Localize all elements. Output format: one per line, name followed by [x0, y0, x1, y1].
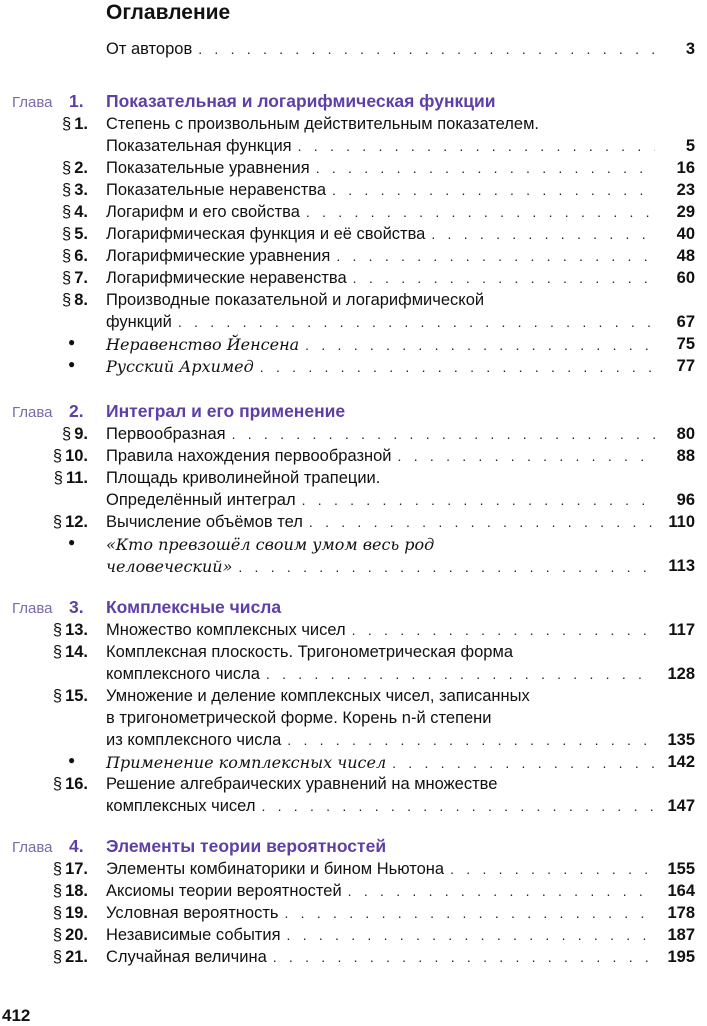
- entry-title: Степень с произвольным действительным показателем.: [106, 115, 540, 133]
- entry-title: Логарифмические уравнения: [106, 247, 331, 265]
- section-number: [53, 860, 88, 879]
- section-number: [53, 882, 88, 901]
- entry-title: Комплексная плоскость. Тригонометрическая форма: [106, 643, 513, 661]
- chapter-title: Элементы теории вероятностей: [106, 836, 387, 856]
- toc-entry: [0, 291, 707, 313]
- toc-entry[interactable]: [0, 137, 707, 159]
- entry-text-row: [106, 775, 659, 794]
- entry-title: Показательные уравнения: [106, 159, 310, 177]
- entry-text-row: [106, 926, 659, 945]
- section-sign: §: [52, 775, 63, 793]
- dot-leader: [353, 270, 655, 286]
- entry-title: человеческий»: [106, 557, 233, 576]
- dot-leader: [260, 359, 655, 375]
- dot-leader: [302, 492, 655, 508]
- entry-text-row: [106, 731, 659, 750]
- section-sign: §: [62, 225, 72, 243]
- entry-page: 5: [685, 137, 695, 155]
- toc-entry[interactable]: [0, 557, 707, 579]
- toc-entry[interactable]: [0, 882, 707, 904]
- page-number: 412: [2, 1006, 31, 1025]
- dot-leader: [398, 448, 655, 464]
- entry-text-row: [106, 291, 659, 310]
- section-number: [53, 775, 88, 794]
- section-number: [54, 469, 88, 488]
- section-sign: §: [62, 181, 72, 199]
- entry-text-row: [106, 115, 659, 134]
- entry-text-row: [106, 687, 659, 706]
- toc-entry[interactable]: [0, 621, 707, 643]
- entry-page: 77: [676, 357, 695, 375]
- section-number-value: 10.: [65, 447, 88, 465]
- toc-entry[interactable]: [0, 269, 707, 291]
- section-number: [53, 926, 88, 945]
- entry-text-row: [106, 948, 659, 967]
- toc-entry[interactable]: [0, 225, 707, 247]
- section-sign: §: [52, 621, 63, 639]
- section-number: [62, 291, 88, 310]
- bullet-icon: ●: [68, 357, 76, 371]
- section-sign: §: [52, 513, 63, 531]
- dot-leader: [232, 426, 655, 442]
- entry-text-row: [106, 137, 659, 156]
- chapter-number: 1.: [69, 91, 84, 111]
- entry-text-row: [106, 269, 659, 288]
- dot-leader: [431, 226, 655, 242]
- entry-page: 187: [667, 926, 695, 944]
- section-number-value: 16.: [65, 775, 88, 793]
- entry-text-row: [106, 797, 659, 816]
- entry-page: 195: [667, 948, 695, 966]
- entry-title: Множество комплексных чисел: [106, 621, 346, 639]
- section-sign: §: [62, 203, 72, 221]
- page-title: Оглавление: [106, 1, 231, 24]
- essay-entry[interactable]: [0, 753, 707, 775]
- entry-text-row: [106, 665, 659, 684]
- toc-entry[interactable]: [0, 247, 707, 269]
- section-number-value: 13.: [65, 621, 88, 639]
- toc-entry[interactable]: [0, 731, 707, 753]
- chapter-heading[interactable]: [0, 401, 707, 425]
- section-number-value: 4.: [74, 203, 88, 221]
- section-number-value: 21.: [65, 948, 88, 966]
- entry-page: 80: [676, 425, 695, 443]
- toc-entry[interactable]: [0, 203, 707, 225]
- entry-title: Применение комплексных чисел: [106, 753, 387, 772]
- dot-leader: [178, 314, 655, 330]
- chapter-heading[interactable]: [0, 91, 707, 115]
- section-number: [62, 225, 88, 244]
- section-number-value: 19.: [65, 904, 88, 922]
- entry-text-row: [106, 425, 659, 444]
- chapter-title: Комплексные числа: [106, 597, 282, 617]
- toc-entry[interactable]: [0, 948, 707, 970]
- toc-entry[interactable]: [0, 313, 707, 335]
- entry-text-row: [106, 753, 659, 772]
- toc-entry: [0, 469, 707, 491]
- dot-leader: [305, 337, 655, 353]
- dot-leader: [392, 755, 655, 771]
- entry-title: функций: [106, 313, 172, 331]
- entry-text-row: [106, 860, 659, 879]
- section-number-value: 12.: [65, 513, 88, 531]
- entry-title: Показательная функция: [106, 137, 292, 155]
- entry-text-row: [106, 357, 659, 376]
- toc-entry[interactable]: [0, 797, 707, 819]
- entry-text-row: [106, 247, 659, 266]
- entry-page: 110: [668, 513, 695, 531]
- entry-page: 75: [676, 335, 695, 353]
- section-number: [53, 643, 88, 662]
- section-number: [62, 159, 88, 178]
- section-number-value: 14.: [65, 643, 88, 661]
- section-sign: §: [52, 904, 63, 922]
- entry-page: 88: [676, 447, 695, 465]
- entry-title: Неравенство Йенсена: [106, 335, 300, 354]
- entry-title: из комплексного числа: [106, 731, 282, 749]
- toc-entry: [0, 775, 707, 797]
- dot-leader: [261, 798, 655, 814]
- section-number-value: 6.: [74, 247, 88, 265]
- section-number-value: 17.: [65, 860, 88, 878]
- section-sign: §: [52, 882, 63, 900]
- entry-title: Случайная величина: [106, 948, 267, 966]
- dot-leader: [450, 861, 655, 877]
- entry-page: 67: [676, 313, 695, 331]
- section-number: [62, 115, 88, 134]
- essay-entry[interactable]: [0, 335, 707, 357]
- toc-entry: [0, 687, 707, 709]
- dot-leader: [336, 248, 655, 264]
- entry-text-row: [106, 181, 659, 200]
- essay-entry[interactable]: [0, 357, 707, 379]
- entry-title: Показательные неравенства: [106, 181, 327, 199]
- toc-entry[interactable]: [0, 513, 707, 535]
- toc-entry[interactable]: [0, 665, 707, 687]
- toc-entry: [0, 643, 707, 665]
- toc-entry[interactable]: [0, 860, 707, 882]
- entry-page: 155: [667, 860, 695, 878]
- entry-page: 117: [668, 621, 695, 639]
- entry-text-row: [106, 643, 659, 662]
- entry-text-row: [106, 513, 659, 532]
- entry-page: 113: [668, 557, 695, 575]
- toc-entry: [0, 709, 707, 731]
- entry-text-row: [106, 313, 659, 332]
- toc-entry[interactable]: [0, 491, 707, 513]
- entry-title: Условная вероятность: [106, 904, 279, 922]
- entry-text-row: [106, 203, 659, 222]
- section-number: [62, 247, 88, 266]
- entry-title: Определённый интеграл: [106, 491, 296, 509]
- chapter-heading[interactable]: [0, 836, 707, 860]
- section-sign: §: [52, 447, 63, 465]
- entry-title: комплексных чисел: [106, 797, 256, 815]
- entry-text-row: [106, 557, 659, 576]
- entry-page: 147: [667, 797, 695, 815]
- chapter-number: 2.: [69, 401, 84, 421]
- entry-title: Элементы комбинаторики и бином Ньютона: [106, 860, 445, 878]
- bullet-icon: ●: [68, 335, 76, 349]
- essay-entry: [0, 535, 707, 557]
- entry-text-row: [106, 882, 659, 901]
- section-sign: §: [62, 247, 72, 265]
- section-number: [53, 687, 88, 706]
- chapter-4: [0, 836, 707, 970]
- chapter-heading[interactable]: [0, 597, 707, 621]
- toc-entry: [0, 115, 707, 137]
- toc-entry[interactable]: [0, 926, 707, 948]
- entry-title: Русский Архимед: [106, 357, 254, 376]
- entry-text-row: [106, 469, 659, 488]
- entry-text-row: [106, 491, 659, 510]
- dot-leader: [298, 138, 655, 154]
- section-number-value: 15.: [65, 687, 88, 705]
- dot-leader: [273, 949, 655, 965]
- dot-leader: [316, 160, 655, 176]
- dot-leader: [306, 204, 655, 220]
- section-sign: §: [52, 926, 63, 944]
- entry-title: «Кто превзошёл своим умом весь род: [106, 535, 435, 554]
- section-number-value: 18.: [65, 882, 88, 900]
- entry-title: Умножение и деление комплексных чисел, записанных: [106, 687, 530, 705]
- section-sign: §: [52, 687, 63, 705]
- section-number: [53, 948, 88, 967]
- entry-title: Правила нахождения первообразной: [106, 447, 392, 465]
- bullet-icon: ●: [68, 753, 76, 767]
- entry-page: 23: [676, 181, 695, 199]
- entry-page: 164: [667, 882, 695, 900]
- entry-page: 29: [676, 203, 695, 221]
- bullet-icon: ●: [68, 535, 76, 549]
- entry-title: в тригонометрической форме. Корень n-й степени: [106, 709, 492, 727]
- section-number: [53, 447, 88, 466]
- dot-leader: [287, 732, 655, 748]
- toc-entry[interactable]: [0, 425, 707, 447]
- section-number-value: 3.: [74, 181, 88, 199]
- section-number: [53, 513, 88, 532]
- section-sign: §: [52, 860, 63, 878]
- intro-text: От авторов: [106, 40, 193, 58]
- entry-page: 96: [676, 491, 695, 509]
- chapter-title: Показательная и логарифмическая функции: [106, 91, 496, 111]
- section-number-value: 11.: [65, 469, 88, 487]
- chapter-number: 4.: [69, 836, 84, 856]
- entry-page: 40: [676, 225, 695, 243]
- dot-leader: [352, 622, 655, 638]
- chapter-title: Интеграл и его применение: [106, 401, 346, 421]
- entry-page: 178: [667, 904, 695, 922]
- entry-title: Аксиомы теории вероятностей: [106, 882, 342, 900]
- section-sign: §: [62, 425, 72, 443]
- entry-page: 48: [676, 247, 695, 265]
- dot-leader: [285, 905, 656, 921]
- intro-entry[interactable]: [0, 40, 707, 62]
- dot-leader: [309, 514, 655, 530]
- chapter-1: [0, 91, 707, 379]
- entry-page: 135: [667, 731, 695, 749]
- entry-page: 60: [676, 269, 695, 287]
- section-sign: §: [52, 643, 63, 661]
- section-number-value: 5.: [74, 225, 88, 243]
- section-number-value: 9.: [74, 425, 88, 443]
- section-number: [62, 269, 88, 288]
- section-number-value: 1.: [74, 115, 88, 133]
- chapter-2: [0, 401, 707, 579]
- chapter-label: Глава: [12, 94, 53, 111]
- section-number-value: 20.: [65, 926, 88, 944]
- toc-entry[interactable]: [0, 904, 707, 926]
- chapter-label: Глава: [12, 839, 53, 856]
- section-sign: §: [53, 469, 63, 487]
- toc-entry[interactable]: [0, 159, 707, 181]
- entry-title: Логарифм и его свойства: [106, 203, 300, 221]
- entry-title: Логарифмические неравенства: [106, 269, 347, 287]
- section-number-value: 7.: [74, 269, 88, 287]
- entry-title: Площадь криволинейной трапеции.: [106, 469, 381, 487]
- entry-text-row: [106, 709, 659, 728]
- section-number-value: 8.: [74, 291, 88, 309]
- entry-title: Независимые события: [106, 926, 281, 944]
- section-sign: §: [62, 291, 72, 309]
- dot-leader: [266, 666, 655, 682]
- entry-title: Логарифмическая функция и её свойства: [106, 225, 426, 243]
- entry-title: Производные показательной и логарифмической: [106, 291, 485, 309]
- section-sign: §: [62, 269, 72, 287]
- entry-title: комплексного числа: [106, 665, 260, 683]
- toc-entry[interactable]: [0, 181, 707, 203]
- dot-leader: [332, 182, 655, 198]
- dot-leader: [198, 41, 655, 57]
- entry-title: Первообразная: [106, 425, 226, 443]
- dot-leader: [348, 883, 655, 899]
- dot-leader: [287, 927, 655, 943]
- section-number: [53, 904, 88, 923]
- chapter-label: Глава: [12, 600, 53, 617]
- section-number: [62, 425, 88, 444]
- section-number-value: 2.: [74, 159, 88, 177]
- entry-page: 142: [667, 753, 695, 771]
- dot-leader: [238, 559, 655, 575]
- entry-text-row: [106, 447, 659, 466]
- section-number: [62, 203, 88, 222]
- section-sign: §: [52, 948, 63, 966]
- intro-page: 3: [685, 40, 695, 58]
- entry-text-row: [106, 621, 659, 640]
- entry-page: 128: [667, 665, 695, 683]
- entry-text-row: [106, 159, 659, 178]
- entry-text-row: [106, 225, 659, 244]
- section-number: [62, 181, 88, 200]
- chapter-label: Глава: [12, 404, 53, 421]
- entry-title: Решение алгебраических уравнений на множестве: [106, 775, 498, 793]
- entry-text-row: [106, 904, 659, 923]
- entry-title: Вычисление объёмов тел: [106, 513, 303, 531]
- entry-text-row: [106, 335, 659, 354]
- entry-text-row: [106, 535, 659, 554]
- entry-page: 16: [676, 159, 695, 177]
- section-sign: §: [62, 159, 72, 177]
- section-number: [53, 621, 88, 640]
- section-sign: §: [62, 115, 72, 133]
- toc-entry[interactable]: [0, 447, 707, 469]
- chapter-3: [0, 597, 707, 819]
- chapter-number: 3.: [69, 597, 84, 617]
